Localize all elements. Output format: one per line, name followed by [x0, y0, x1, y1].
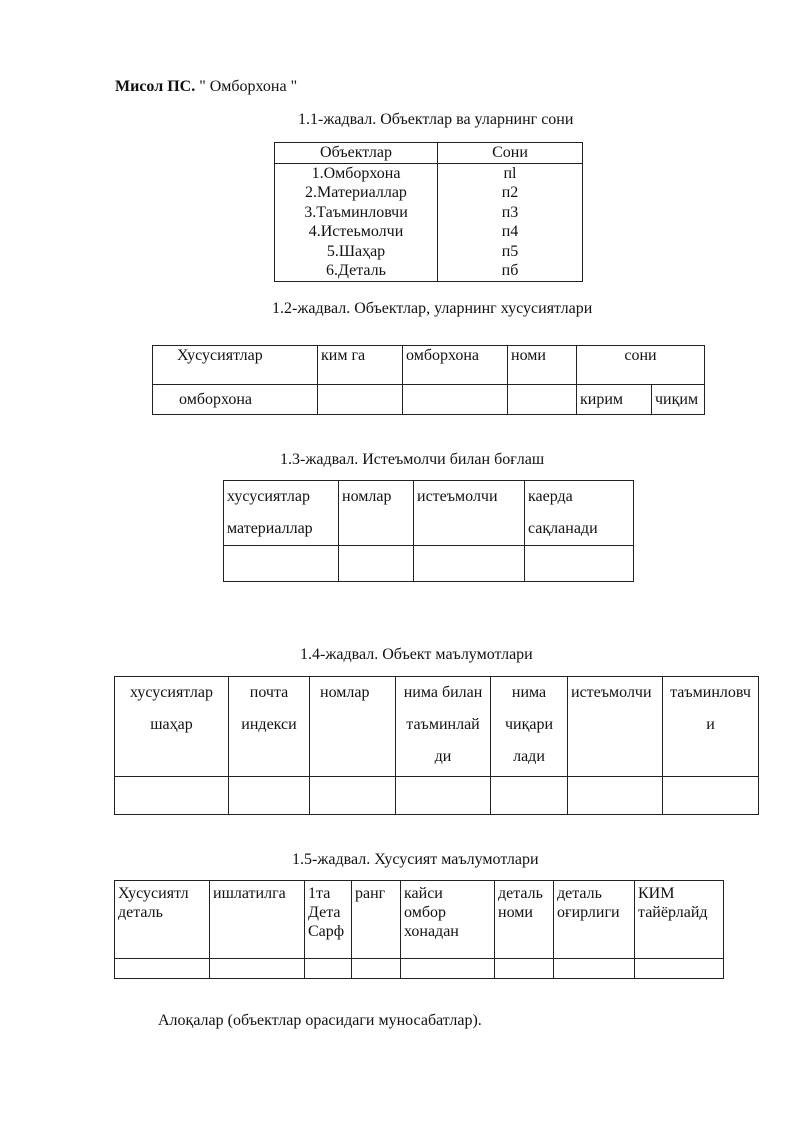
table5-header-cell: [305, 881, 352, 959]
table5-header-cell: [115, 881, 210, 959]
table2-cell: [508, 385, 577, 415]
table5-header-line: Хусусиятл: [118, 885, 189, 902]
page-heading: [115, 78, 297, 96]
table5-caption: 1.5-жадвал. Хусусият маълумотлари: [292, 851, 539, 868]
table-row: [115, 777, 759, 815]
table4-header-line: таъминлай: [406, 716, 480, 733]
table-row: [275, 183, 583, 203]
table5-header-cell: ранг: [352, 881, 401, 959]
table4-cell: [229, 777, 310, 815]
table1-cell: п3: [438, 203, 583, 223]
table5-header-line: деталь: [498, 885, 543, 902]
table-row: [224, 546, 634, 582]
table1-cell: п4: [438, 222, 583, 242]
table-row: [115, 959, 724, 979]
table3-header-line: хусусиятлар: [227, 488, 310, 505]
table4-cell: [396, 777, 491, 815]
table4-caption: 1.4-жадвал. Объект маълумотлари: [300, 646, 533, 663]
table-row: [275, 203, 583, 223]
table4-header-line: ди: [434, 748, 452, 765]
table1-cell: 1.Омборхона: [275, 163, 438, 183]
table2-cell: кирим: [577, 385, 652, 415]
table4-header-line: чиқари: [504, 716, 554, 733]
table4-header-cell: [396, 677, 491, 777]
table4-cell: [568, 777, 663, 815]
table-row: [275, 222, 583, 242]
heading-rest: " Омборхона ": [195, 78, 298, 95]
table5-header-line: деталь: [118, 904, 163, 922]
table2-cell: чиқим: [652, 385, 705, 415]
table-row: [275, 261, 583, 281]
table5-header-line: 1та: [308, 885, 331, 902]
table4-header-cell: [491, 677, 568, 777]
table5-cell: [305, 959, 352, 979]
table3-cell: [339, 546, 414, 582]
table1-cell: 4.Истеьмолчи: [275, 222, 438, 242]
table5-header-cell: ишлатилга: [210, 881, 305, 959]
table1: [274, 142, 583, 282]
table4: [114, 676, 759, 815]
table1-cell: 6.Деталь: [275, 261, 438, 281]
table-row: [153, 385, 705, 415]
table3-cell: [525, 546, 634, 582]
table4-header-line: и: [706, 716, 715, 733]
table5-cell: [554, 959, 635, 979]
table1-caption: 1.1-жадвал. Объектлар ва уларнинг сони: [298, 111, 574, 128]
table-row: [115, 881, 724, 959]
table2-caption: 1.2-жадвал. Объектлар, уларнинг хусусиятлари: [272, 300, 593, 317]
table2-cell: [318, 385, 403, 415]
table3-header-cell: номлар: [339, 481, 414, 546]
table5-cell: [115, 959, 210, 979]
table2-cell: омборхона: [153, 385, 318, 415]
table4-header-line: почта: [249, 684, 289, 701]
table4-cell: [115, 777, 229, 815]
table1-header-count: Сони: [438, 143, 583, 164]
table3-cell: [414, 546, 525, 582]
table3-caption: 1.3-жадвал. Истеъмолчи билан боғлаш: [280, 451, 545, 468]
table3-header-cell: истеъмолчи: [414, 481, 525, 546]
table1-header-objects: Объектлар: [275, 143, 438, 164]
table2-cell: [403, 385, 508, 415]
table5-header-line: Сарф: [308, 923, 345, 941]
table4-header-cell: [663, 677, 759, 777]
table5-cell: [495, 959, 554, 979]
table4-header-cell: истеъмолчи: [568, 677, 663, 777]
table1-cell: п2: [438, 183, 583, 203]
table5-header-line: хонадан: [404, 923, 459, 941]
table3-header-line: сақланади: [528, 520, 598, 537]
table5-cell: [210, 959, 305, 979]
table3-header-line: каерда: [528, 488, 573, 505]
table3-header-cell: [224, 481, 339, 546]
table1-cell: п5: [438, 242, 583, 262]
table5-header-line: тайёрлайд: [638, 904, 708, 922]
table4-header-line: хусусиятлар: [130, 684, 213, 701]
table2-cell: ким га: [318, 346, 403, 385]
table5-header-line: деталь: [557, 885, 602, 902]
table2: [152, 345, 705, 415]
table-row: [275, 163, 583, 183]
table2-cell: номи: [508, 346, 577, 385]
table5-header-cell: [554, 881, 635, 959]
table5-cell: [635, 959, 724, 979]
table5-header-cell: [495, 881, 554, 959]
table4-header-cell: номлар: [310, 677, 396, 777]
table1-cell: 2.Материаллар: [275, 183, 438, 203]
table1-header-row: [275, 143, 583, 164]
table3-header-line: материаллар: [227, 520, 313, 537]
table1-cell: 3.Таъминловчи: [275, 203, 438, 223]
table2-cell: сони: [577, 346, 705, 385]
table2-cell: Хусусиятлар: [153, 346, 318, 385]
table5-header-cell: [635, 881, 724, 959]
heading-bold: Мисол ПС.: [115, 78, 196, 95]
table3-cell: [224, 546, 339, 582]
table5: [114, 880, 724, 979]
table5-header-line: омбор: [404, 904, 446, 922]
table4-header-line: таъминловч: [670, 684, 751, 701]
table4-header-line: индекси: [241, 716, 297, 733]
table-row: [275, 242, 583, 262]
table5-header-cell: [401, 881, 495, 959]
table4-cell: [491, 777, 568, 815]
table1-cell: пб: [438, 261, 583, 281]
table4-header-line: нима: [511, 684, 547, 701]
table5-header-line: оғирлиги: [557, 904, 620, 922]
table3: [223, 480, 634, 582]
table4-cell: [310, 777, 396, 815]
table3-header-cell: [525, 481, 634, 546]
table5-header-line: номи: [498, 904, 533, 922]
table-row: [153, 346, 705, 385]
table4-header-line: лади: [513, 748, 545, 765]
table4-header-line: нима билан: [403, 684, 483, 701]
table5-header-line: кайси: [404, 885, 443, 902]
table4-header-cell: [229, 677, 310, 777]
relations-paragraph: Алоқалар (объектлар орасидаги муносабатлар).: [158, 1012, 482, 1029]
table5-cell: [352, 959, 401, 979]
table4-cell: [663, 777, 759, 815]
table1-cell: пl: [438, 163, 583, 183]
table4-header-line: шаҳар: [150, 716, 193, 733]
table5-header-line: КИМ: [638, 885, 675, 902]
table-row: [224, 481, 634, 546]
table2-cell: омборхона: [403, 346, 508, 385]
table1-cell: 5.Шаҳар: [275, 242, 438, 262]
table4-header-cell: [115, 677, 229, 777]
table5-cell: [401, 959, 495, 979]
table-row: [115, 677, 759, 777]
table5-header-line: Дета: [308, 904, 341, 922]
